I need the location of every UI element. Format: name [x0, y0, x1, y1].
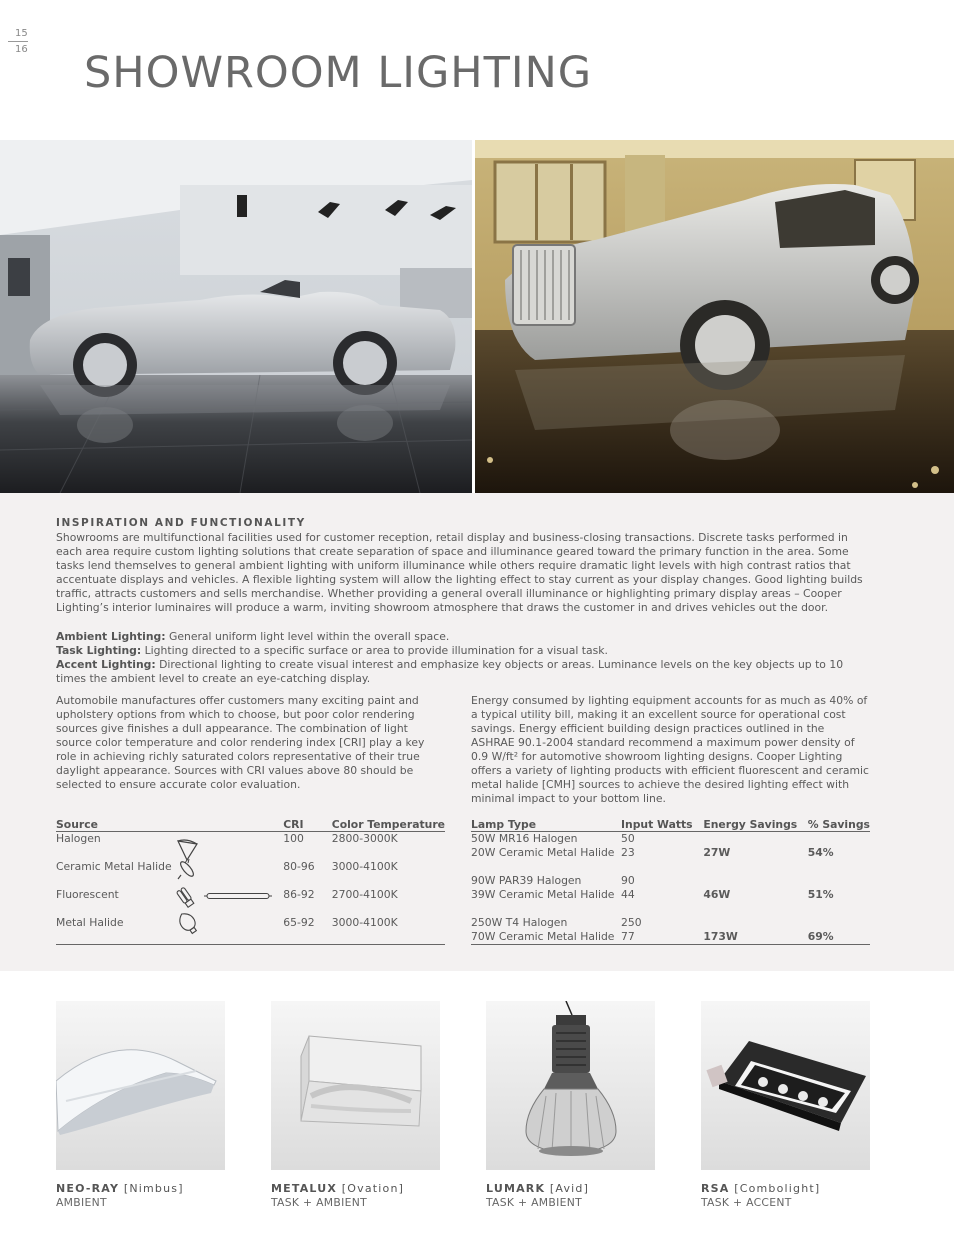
cell: 3000-4100K [331, 860, 398, 873]
product-model: [Avid] [545, 1182, 590, 1195]
cell [332, 874, 445, 888]
cell [283, 874, 332, 888]
cell [332, 846, 445, 860]
page-title: SHOWROOM LIGHTING [84, 48, 593, 98]
lighting-definitions [56, 630, 874, 686]
product-brand: NEO-RAY [56, 1182, 120, 1195]
rsa-fixture-image [701, 1001, 870, 1170]
cell [808, 902, 870, 916]
table-row [56, 860, 445, 874]
table-row [56, 902, 445, 916]
source-table-header [56, 817, 445, 832]
cell: Fluorescent [56, 888, 119, 901]
cell [332, 902, 445, 916]
cell: 50W MR16 Halogen [471, 832, 578, 845]
product-brand: LUMARK [486, 1182, 546, 1195]
table-row [56, 930, 445, 945]
cell: 54% [807, 846, 834, 859]
cell [703, 874, 807, 888]
source-table [56, 817, 445, 945]
product-brand: METALUX [271, 1182, 338, 1195]
table-row [471, 930, 870, 945]
product-application: TASK + AMBIENT [271, 1196, 367, 1209]
cell: 44 [621, 888, 635, 901]
table-row [56, 846, 445, 860]
product-lumark[interactable] [486, 1001, 655, 1209]
cell: 100 [283, 832, 304, 845]
cell [56, 874, 283, 888]
cell: 50 [621, 832, 635, 845]
task-term: Task Lighting: [56, 644, 142, 657]
cell: 3000-4100K [331, 916, 398, 929]
cell: 77 [621, 930, 635, 943]
product-name [701, 1182, 870, 1195]
header-cri: CRI [283, 817, 332, 832]
product-name [271, 1182, 440, 1195]
cell: 90W PAR39 Halogen [471, 874, 582, 887]
page-number-top: 15 [15, 28, 28, 39]
ceramic-metal-halide-lamp-icon [176, 858, 198, 880]
product-application: TASK + ACCENT [701, 1196, 792, 1209]
cell [471, 860, 621, 874]
cell [808, 874, 870, 888]
cell [703, 832, 807, 847]
cell: Halogen [56, 832, 101, 845]
cell [283, 902, 332, 916]
cell [808, 860, 870, 874]
cell [471, 902, 621, 916]
page-number-bottom: 16 [15, 44, 28, 55]
cell: 69% [807, 930, 834, 943]
cfl-lamp-icon [174, 884, 200, 910]
product-name [486, 1182, 655, 1195]
cell: 86-92 [283, 888, 315, 901]
cell [703, 916, 807, 930]
cell: 51% [807, 888, 834, 901]
color-rendering-paragraph: Automobile manufactures offer customers many exciting paint and upholstery options from which to choose, but poor color rendering sources give finishes a dull appearance. The combination of light source color temperature and color rendering index [CRI] play a key role in achieving richly saturated colors representative of their true daylight appearance. Sources with CRI values above 80 should be selected to ensure accurate color evaluation. [56, 694, 425, 791]
table-row [471, 860, 870, 874]
cell: 46W [703, 888, 731, 901]
cell [56, 846, 283, 860]
page-number-divider [8, 41, 28, 42]
table-row [471, 832, 870, 847]
metalux-fixture-image [271, 1001, 440, 1170]
cell [703, 860, 807, 874]
cell: 80-96 [283, 860, 315, 873]
lamp-table-header [471, 817, 870, 832]
header-energy-savings: Energy Savings [703, 817, 807, 832]
intro-paragraph: Showrooms are multifunctional facilities used for customer reception, retail display and business-closing transactions. Discrete tasks performed in each area require custom lighting solutions that create separation of space and illuminance geared toward the primary function in the area. Some tasks lend themselves to general ambient lighting with uniform illuminance while others require dramatic light levels with high contrast ratios that accentuate displays and vehicles. A flexible lighting system will allow the lighting effect to stay current as your display changes. Good lighting builds traffic, attracts customers and sells merchandise. Whether providing a general overall illuminance or highlighting primary display areas – Cooper Lighting’s interior luminaires will produce a warm, inviting showroom atmosphere that draws the customer in and drives vehicles out the door. [56, 531, 863, 614]
cell: 70W Ceramic Metal Halide [471, 930, 615, 943]
table-row [56, 832, 445, 847]
cell: 173W [703, 930, 738, 943]
metal-halide-lamp-icon [175, 910, 201, 936]
table-row [56, 874, 445, 888]
product-rsa[interactable] [701, 1001, 870, 1209]
header-source: Source [56, 817, 283, 832]
product-name [56, 1182, 225, 1195]
cell: 23 [621, 846, 635, 859]
product-model: [Ovation] [337, 1182, 405, 1195]
lamp-savings-table [471, 817, 870, 945]
table-row [471, 874, 870, 888]
accent-definition: Directional lighting to create visual interest and emphasize key objects or areas. Luminance levels on the key objects up to 10 times the ambient level to create an eye-catching display. [56, 658, 844, 685]
lumark-fixture-image [486, 1001, 655, 1170]
cell: 2800-3000K [331, 832, 398, 845]
cell: 20W Ceramic Metal Halide [471, 846, 615, 859]
cell [283, 930, 332, 945]
cell [56, 902, 283, 916]
cell [808, 832, 870, 847]
table-row [471, 902, 870, 916]
cell: Ceramic Metal Halide [56, 860, 172, 873]
cell: 2700-4100K [331, 888, 398, 901]
cell [808, 916, 870, 930]
cell [283, 846, 332, 860]
task-definition: Lighting directed to a specific surface or area to provide illumination for a visual task. [141, 644, 608, 657]
cell: 39W Ceramic Metal Halide [471, 888, 615, 901]
cell [621, 860, 703, 874]
table-row [471, 916, 870, 930]
energy-paragraph: Energy consumed by lighting equipment accounts for as much as 40% of a typical utility bill, making it an excellent source for operational cost savings. Energy efficient building design practices outlined in the ASHRAE 90.1-2004 standard recommend a maximum power density of 0.9 W/ft² for automotive showroom lighting designs. Cooper Lighting offers a variety of lighting products with efficient fluorescent and ceramic metal halide [CMH] sources to achieve the desired lighting effect with minimal impact to your bottom line. [471, 694, 869, 805]
showroom-photo-convertible [0, 140, 472, 493]
cell [703, 902, 807, 916]
product-brand: RSA [701, 1182, 730, 1195]
ambient-definition: General uniform light level within the overall space. [165, 630, 450, 643]
cell: Metal Halide [56, 916, 124, 929]
cell: 27W [703, 846, 731, 859]
header-input-watts: Input Watts [621, 817, 703, 832]
product-model: [Combolight] [729, 1182, 821, 1195]
table-row [471, 846, 870, 860]
header-percent-savings: % Savings [807, 817, 870, 831]
cell [332, 930, 445, 945]
header-color-temperature: Color Temperature [331, 817, 445, 831]
cell: 250W T4 Halogen [471, 916, 568, 929]
table-row [56, 916, 445, 930]
cell [56, 930, 283, 945]
cell: 250 [621, 916, 642, 929]
linear-fluorescent-tube-icon [204, 892, 272, 900]
product-neo-ray[interactable] [56, 1001, 225, 1209]
product-application: AMBIENT [56, 1196, 107, 1209]
section-heading: INSPIRATION AND FUNCTIONALITY [56, 517, 306, 529]
header-lamp-type: Lamp Type [471, 817, 621, 832]
cell: 65-92 [283, 916, 315, 929]
cell [621, 902, 703, 916]
neo-ray-fixture-image [56, 1001, 225, 1170]
product-metalux[interactable] [271, 1001, 440, 1209]
product-application: TASK + AMBIENT [486, 1196, 582, 1209]
accent-term: Accent Lighting: [56, 658, 156, 671]
showroom-photo-sedan [475, 140, 954, 493]
product-model: [Nimbus] [119, 1182, 184, 1195]
cell: 90 [621, 874, 635, 887]
ambient-term: Ambient Lighting: [56, 630, 166, 643]
table-row [471, 888, 870, 902]
